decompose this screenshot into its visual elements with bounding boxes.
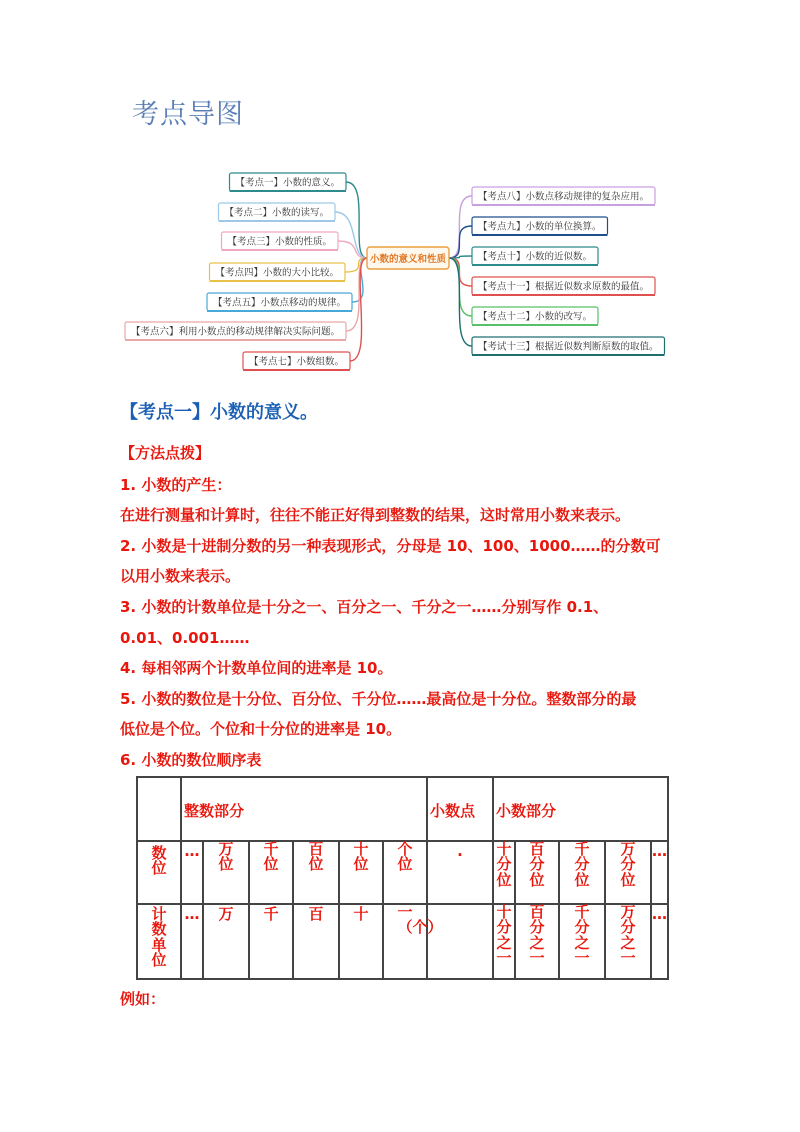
method-line: 以用小数来表示。 [120,567,241,585]
method-line: 低位是个位。个位和十分位的进率是 10。 [120,720,402,738]
method-line: 1. 小数的产生： [120,476,232,494]
method-line: 3. 小数的计数单位是十分之一、百分之一、千分之一……分别写作 0.1、 [120,598,609,616]
mindmap-node [472,217,608,236]
place-cell: 十位 [353,840,369,874]
place-row-header: 数位 [151,844,167,878]
mindmap-node-label: 【考点二】小数的读写。 [224,207,330,219]
mindmap-node-label: 【考点十一】根据近似数求原数的最值。 [477,281,650,293]
unit-cell: 十 [353,905,369,923]
unit-row-header: 计数单位 [151,905,167,969]
ellipsis-cell: … [181,904,203,979]
point-cell: . [427,841,493,904]
mindmap-node-label: 【考点七】小数组数。 [248,356,345,368]
method-title: 【方法点拨】 [120,444,211,462]
decimal-point-header: 小数点 [427,777,493,841]
ellipsis-cell: … [651,904,668,979]
unit-cell: 千 [263,905,279,923]
method-line: 5. 小数的数位是十分位、百分位、千分位……最高位是十分位。整数部分的最 [120,690,637,708]
mindmap-node [125,322,346,341]
mindmap-node-label: 【考点三】小数的性质。 [227,236,333,248]
method-line: 4. 每相邻两个计数单位间的进率是 10。 [120,659,393,677]
place-cell: 万分位 [620,840,636,889]
mindmap-node-label: 【考试十三】根据近似数判断原数的取值。 [477,341,659,353]
mindmap-node [472,277,655,296]
mindmap-node-label: 【考点一】小数的意义。 [235,177,341,189]
method-line: 6. 小数的数位顺序表 [120,751,262,769]
place-cell: 十分位 [496,840,512,889]
mindmap-node [472,247,598,266]
unit-cell: 一（个） [397,903,443,937]
mindmap-node [472,307,598,326]
method-line: 2. 小数是十进制分数的另一种表现形式，分母是 10、100、1000……的分数可 [120,537,661,555]
mindmap-connector [449,258,472,316]
mindmap-node-label: 【考点六】利用小数点的移动规律解决实际问题。 [130,326,341,338]
place-cell: 千位 [263,840,279,874]
unit-cell: 百 [308,905,324,923]
mindmap-node-label: 【考点十】小数的近似数。 [477,251,593,263]
decimal-part-header: 小数部分 [493,777,668,841]
mindmap-node [472,187,655,206]
mindmap-node [210,263,346,282]
ellipsis-cell: … [651,841,668,904]
method-line: 0.01、0.001…… [120,629,250,647]
mindmap-node [472,337,665,356]
mindmap-node-label: 【考点四】小数的大小比较。 [215,267,340,279]
mindmap-connector [449,196,472,258]
place-cell: 千分位 [574,840,590,889]
unit-cell: 百分之一 [529,903,545,967]
unit-cell: 万分之一 [620,903,636,967]
place-cell: 个位 [397,840,413,874]
method-line: 在进行测量和计算时，往往不能正好得到整数的结果，这时常用小数来表示。 [120,506,631,524]
empty-cell [427,904,493,979]
place-cell: 百位 [308,840,324,874]
mindmap-node [243,352,350,371]
mindmap-connector [449,258,472,286]
unit-cell: 千分之一 [574,903,590,967]
example-label: 例如： [120,990,166,1008]
doc-title: 考点导图 [132,99,244,130]
mindmap-connector [449,226,472,258]
mindmap-node [230,173,347,192]
mindmap-node [219,203,336,222]
mindmap-node [207,293,352,312]
integer-part-header: 整数部分 [181,777,427,841]
mindmap-center [367,247,449,269]
place-value-table [136,776,669,980]
mindmap-node-label: 【考点九】小数的单位换算。 [477,221,602,233]
mindmap-node-label: 【考点十二】小数的改写。 [477,311,593,323]
section-heading: 【考点一】小数的意义。 [120,402,318,423]
unit-cell: 万 [218,905,234,923]
place-cell: 百分位 [529,840,545,889]
place-cell: 万位 [218,840,234,874]
ellipsis-cell: … [181,841,203,904]
table-corner [137,777,181,841]
mindmap-center-label: 小数的意义和性质 [369,254,447,265]
mindmap-connector [335,212,367,258]
mindmap-node-label: 【考点八】小数点移动规律的复杂应用。 [477,191,650,203]
mind-map [120,150,680,375]
mindmap-node [222,232,339,251]
unit-cell: 十分之一 [496,903,512,967]
mindmap-node-label: 【考点五】小数点移动的规律。 [212,297,347,309]
